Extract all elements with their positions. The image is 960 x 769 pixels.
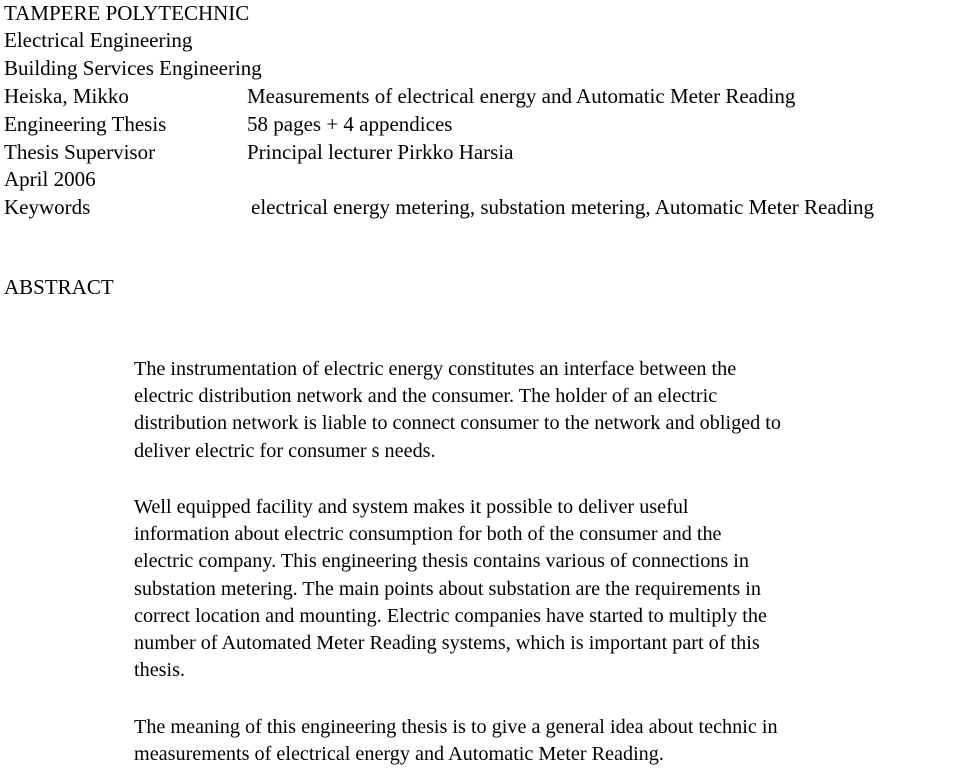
thesis-type-label: Engineering Thesis: [4, 112, 167, 136]
abstract-paragraph-2: Well equipped facility and system makes it possible to deliver useful information about electric consumption for both of the consumer and the electric company. This engineering thesis contains various of connections in substation metering. The main points about substation are the requirements in correct location and mounting. Electric companies have started to multiply the number of Automated Meter Reading systems, which is important part of this thesis.: [134, 496, 767, 682]
date-label: April 2006: [4, 167, 96, 191]
author-label: Heiska, Mikko: [4, 84, 129, 108]
keywords-value: electrical energy metering, substation metering, Automatic Meter Reading: [251, 195, 874, 219]
thesis-title: Measurements of electrical energy and Automatic Meter Reading: [247, 84, 796, 108]
programme-name: Building Services Engineering: [4, 56, 262, 80]
department-name: Electrical Engineering: [4, 28, 193, 52]
abstract-paragraph-1: The instrumentation of electric energy constitutes an interface between the electric distribution network and the consumer. The holder of an electric distribution network is liable to connect consumer to the network and obliged to deliver electric for consumer s needs.: [134, 358, 781, 462]
institution-name: TAMPERE POLYTECHNIC: [4, 1, 250, 25]
supervisor-label: Thesis Supervisor: [4, 140, 156, 164]
keywords-label: Keywords: [4, 195, 91, 219]
abstract-heading: ABSTRACT: [4, 275, 114, 299]
abstract-paragraph-3: The meaning of this engineering thesis is to give a general idea about technic in measurements of electrical energy and Automatic Meter Reading.: [134, 716, 778, 766]
supervisor-name: Principal lecturer Pirkko Harsia: [247, 140, 514, 164]
page-count: 58 pages + 4 appendices: [247, 112, 453, 136]
